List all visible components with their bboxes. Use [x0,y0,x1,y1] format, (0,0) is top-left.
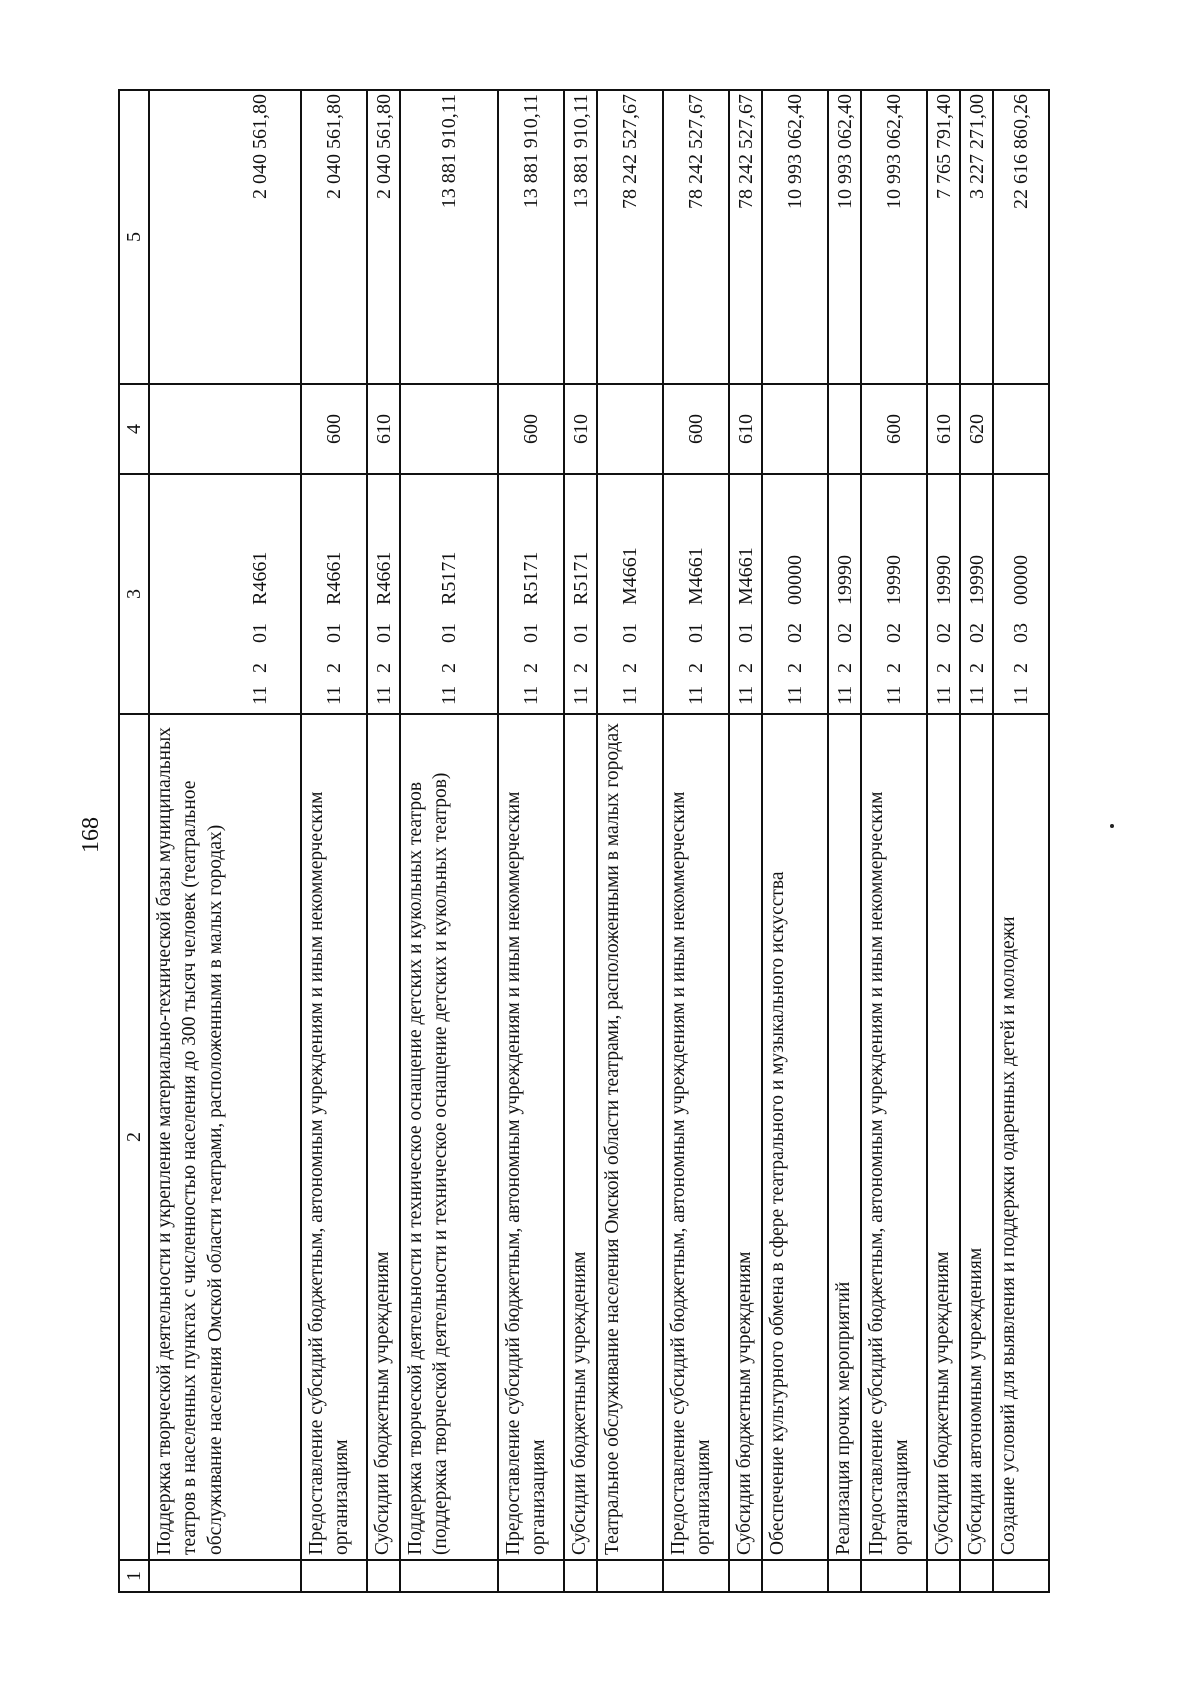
budget-table [118,89,1050,1593]
code-part: R4661 [249,551,271,605]
page-number: 168 [78,817,104,853]
code-part: 01 [323,623,345,643]
code-part: 02 [965,623,988,643]
code-part: M4661 [619,547,641,605]
cell-col1 [149,1560,301,1592]
cell-target-code [960,474,993,714]
code-part: 11 [784,685,806,705]
table-row [597,90,663,1592]
column-number-row [119,90,149,1592]
table-row [498,90,564,1592]
cell-expense-type [993,384,1049,474]
code-part: 2 [833,663,856,673]
cell-name: Театральное обслуживание населения Омской области театрами, расположенными в малых городах [597,714,663,1560]
code-part: 03 [1010,623,1032,643]
cell-col1 [729,1560,762,1592]
code-part: 2 [965,663,988,673]
cell-target-code [927,474,960,714]
code-part: 2 [323,663,345,673]
code-part: 11 [569,685,592,705]
cell-col1 [597,1560,663,1592]
code-part: 11 [833,685,856,705]
cell-amount: 22 616 860,26 [993,90,1049,384]
code-part: R5171 [569,551,592,605]
cell-col1 [993,1560,1049,1592]
target-code [1008,555,1034,705]
target-code [321,551,347,705]
code-part: 2 [1010,663,1032,673]
code-part: 19990 [883,555,905,605]
cell-target-code [663,474,729,714]
cell-target-code [828,474,861,714]
code-part: 11 [965,685,988,705]
target-code [931,555,957,705]
cell-name: Предоставление субсидий бюджетным, автономным учреждениям и иным некоммерческим организациям [301,714,367,1560]
cell-target-code [400,474,498,714]
column-header: 1 [119,1560,149,1592]
cell-target-code [729,474,762,714]
cell-name: Предоставление субсидий бюджетным, автономным учреждениям и иным некоммерческим организациям [498,714,564,1560]
code-part: 2 [619,663,641,673]
cell-name: Субсидии бюджетным учреждениям [564,714,597,1560]
cell-name: Субсидии автономным учреждениям [960,714,993,1560]
code-part: 11 [372,685,395,705]
code-part: 00000 [1010,555,1032,605]
cell-name: Субсидии бюджетным учреждениям [729,714,762,1560]
code-part: 02 [784,623,806,643]
target-code [733,547,759,705]
table-row [927,90,960,1592]
table-row [663,90,729,1592]
cell-expense-type: 620 [960,384,993,474]
cell-target-code [301,474,367,714]
cell-name: Предоставление субсидий бюджетным, автономным учреждениям и иным некоммерческим организациям [861,714,927,1560]
code-part: 01 [569,623,592,643]
cell-amount: 3 227 271,00 [960,90,993,384]
cell-name: Обеспечение культурного обмена в сфере театрального и музыкального искусства [762,714,828,1560]
cell-expense-type [762,384,828,474]
cell-expense-type [597,384,663,474]
column-header: 3 [119,474,149,714]
cell-amount: 10 993 062,40 [828,90,861,384]
target-code [247,551,273,705]
code-part: 19990 [932,555,955,605]
code-part: M4661 [685,547,707,605]
cell-col1 [927,1560,960,1592]
cell-col1 [828,1560,861,1592]
cell-name: Поддержка творческой деятельности и техническое оснащение детских и кукольных театров (поддержка творческой деятельности и техническое оснащение детских и кукольных театров) [400,714,498,1560]
code-part: 01 [734,623,757,643]
code-part: 01 [619,623,641,643]
cell-col1 [564,1560,597,1592]
target-code [518,551,544,705]
code-part: 2 [372,663,395,673]
code-part: 11 [520,685,542,705]
cell-amount: 78 242 527,67 [663,90,729,384]
cell-col1 [861,1560,927,1592]
table-row [149,90,301,1592]
code-part: 2 [883,663,905,673]
column-header: 2 [119,714,149,1560]
code-part: 11 [1010,685,1032,705]
code-part: R5171 [438,551,460,605]
code-part: R5171 [520,551,542,605]
code-part: 19990 [965,555,988,605]
cell-target-code [762,474,828,714]
scan-speck [1110,824,1114,828]
cell-col1 [367,1560,400,1592]
code-part: 11 [323,685,345,705]
code-part: 2 [932,663,955,673]
code-part: 2 [734,663,757,673]
cell-amount: 13 881 910,11 [564,90,597,384]
column-header: 5 [119,90,149,384]
cell-expense-type: 610 [729,384,762,474]
target-code [683,547,709,705]
cell-amount: 78 242 527,67 [729,90,762,384]
code-part: R4661 [372,551,395,605]
table-row [400,90,498,1592]
cell-expense-type: 600 [301,384,367,474]
cell-name: Субсидии бюджетным учреждениям [927,714,960,1560]
table-row [861,90,927,1592]
code-part: 11 [249,685,271,705]
code-part: 00000 [784,555,806,605]
code-part: 01 [685,623,707,643]
cell-name: Создание условий для выявления и поддержки одаренных детей и молодежи [993,714,1049,1560]
cell-col1 [960,1560,993,1592]
table-row [564,90,597,1592]
code-part: R4661 [323,551,345,605]
target-code [782,555,808,705]
cell-expense-type: 600 [498,384,564,474]
code-part: 11 [734,685,757,705]
column-header: 4 [119,384,149,474]
cell-amount: 13 881 910,11 [400,90,498,384]
cell-expense-type: 610 [564,384,597,474]
target-code [371,551,397,705]
target-code [617,547,643,705]
target-code [832,555,858,705]
cell-amount: 78 242 527,67 [597,90,663,384]
code-part: 02 [883,623,905,643]
cell-col1 [301,1560,367,1592]
cell-name: Предоставление субсидий бюджетным, автономным учреждениям и иным некоммерческим организациям [663,714,729,1560]
code-part: 2 [249,663,271,673]
cell-target-code [597,474,663,714]
cell-col1 [762,1560,828,1592]
cell-name: Поддержка творческой деятельности и укрепление материально-технической базы муниципальных театров в населенных пунктах с численностью населения до 300 тысяч человек (театральное обслуживание населения Омской области театрами, расположенными в малых городах) [149,714,301,1560]
cell-expense-type [149,384,301,474]
cell-col1 [400,1560,498,1592]
cell-amount: 2 040 561,80 [301,90,367,384]
cell-target-code [367,474,400,714]
code-part: 02 [932,623,955,643]
table-row [828,90,861,1592]
table-row [729,90,762,1592]
code-part: 01 [438,623,460,643]
table-row [301,90,367,1592]
cell-expense-type: 610 [367,384,400,474]
code-part: M4661 [734,547,757,605]
code-part: 01 [249,623,271,643]
cell-target-code [861,474,927,714]
cell-target-code [993,474,1049,714]
cell-amount: 2 040 561,80 [367,90,400,384]
cell-target-code [149,474,301,714]
cell-amount: 7 765 791,40 [927,90,960,384]
table-row [367,90,400,1592]
cell-name: Субсидии бюджетным учреждениям [367,714,400,1560]
cell-amount: 10 993 062,40 [861,90,927,384]
cell-amount: 2 040 561,80 [149,90,301,384]
cell-amount: 13 881 910,11 [498,90,564,384]
code-part: 19990 [833,555,856,605]
cell-target-code [498,474,564,714]
code-part: 2 [520,663,542,673]
target-code [436,551,462,705]
code-part: 02 [833,623,856,643]
code-part: 2 [784,663,806,673]
code-part: 2 [685,663,707,673]
cell-expense-type [400,384,498,474]
cell-target-code [564,474,597,714]
code-part: 11 [685,685,707,705]
code-part: 2 [569,663,592,673]
cell-amount: 10 993 062,40 [762,90,828,384]
cell-expense-type: 600 [663,384,729,474]
cell-name: Реализация прочих мероприятий [828,714,861,1560]
code-part: 11 [438,685,460,705]
target-code [568,551,594,705]
table-row [762,90,828,1592]
code-part: 01 [372,623,395,643]
target-code [964,555,990,705]
cell-expense-type: 610 [927,384,960,474]
target-code [881,555,907,705]
code-part: 11 [883,685,905,705]
cell-expense-type: 600 [861,384,927,474]
code-part: 11 [619,685,641,705]
budget-table-body [119,90,1049,1592]
code-part: 11 [932,685,955,705]
cell-expense-type [828,384,861,474]
table-row [960,90,993,1592]
cell-col1 [498,1560,564,1592]
table-row [993,90,1049,1592]
code-part: 2 [438,663,460,673]
cell-col1 [663,1560,729,1592]
code-part: 01 [520,623,542,643]
